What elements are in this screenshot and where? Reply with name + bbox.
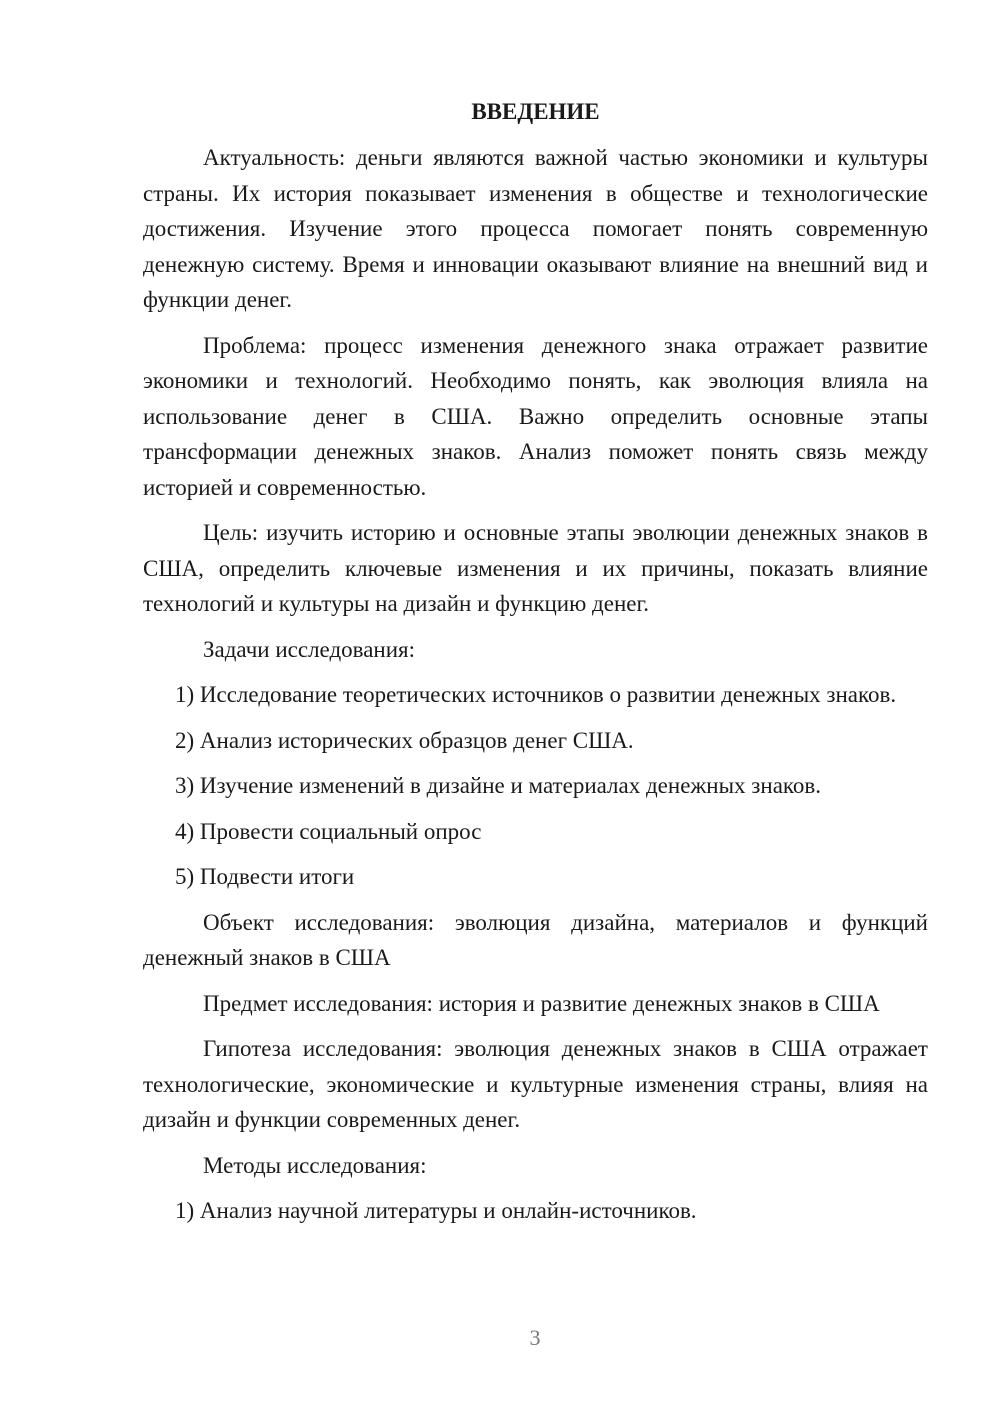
task-item-5: 5) Подвести итоги	[175, 864, 355, 889]
task-item-3: 3) Изучение изменений в дизайне и материалах денежных знаков.	[175, 773, 822, 798]
tasks-heading: Задачи исследования:	[203, 636, 416, 662]
page-number: 3	[529, 1325, 541, 1350]
goal-paragraph: Цель: изучить историю и основные этапы эволюции денежных знаков в США, определить ключевые изменения и их причины, показать влияние технологий и культуры на дизайн и функцию денег.	[143, 520, 928, 616]
document-page	[143, 94, 928, 1239]
method-item-1: 1) Анализ научной литературы и онлайн-источников.	[175, 1198, 697, 1223]
relevance-paragraph: Актуальность: деньги являются важной частью экономики и культуры страны. Их история показывает изменения в обществе и технологические достижения. Изучение этого процесса помогает понять современную денежную систему. Время и инновации оказывают влияние на внешний вид и функции денег.	[143, 145, 928, 312]
problem-paragraph: Проблема: процесс изменения денежного знака отражает развитие экономики и технологий. Необходимо понять, как эволюция влияла на использование денег в США. Важно определить основные этапы трансформации денежных знаков. Анализ поможет понять связь между историей и современностью.	[143, 332, 928, 500]
task-item-4: 4) Провести социальный опрос	[175, 818, 482, 844]
task-item-2: 2) Анализ исторических образцов денег США.	[175, 727, 634, 753]
object-paragraph: Объект исследования: эволюция дизайна, материалов и функций денежный знаков в США	[143, 909, 928, 970]
page-title: ВВЕДЕНИЕ	[471, 99, 600, 124]
hypothesis-paragraph: Гипотеза исследования: эволюция денежных знаков в США отражает технологические, экономические и культурные изменения страны, влияя на дизайн и функции современных денег.	[143, 1036, 928, 1132]
subject-paragraph: Предмет исследования: история и развитие денежных знаков в США	[203, 990, 880, 1016]
task-item-1: 1) Исследование теоретических источников о развитии денежных знаков.	[175, 682, 897, 707]
methods-heading: Методы исследования:	[203, 1152, 427, 1178]
